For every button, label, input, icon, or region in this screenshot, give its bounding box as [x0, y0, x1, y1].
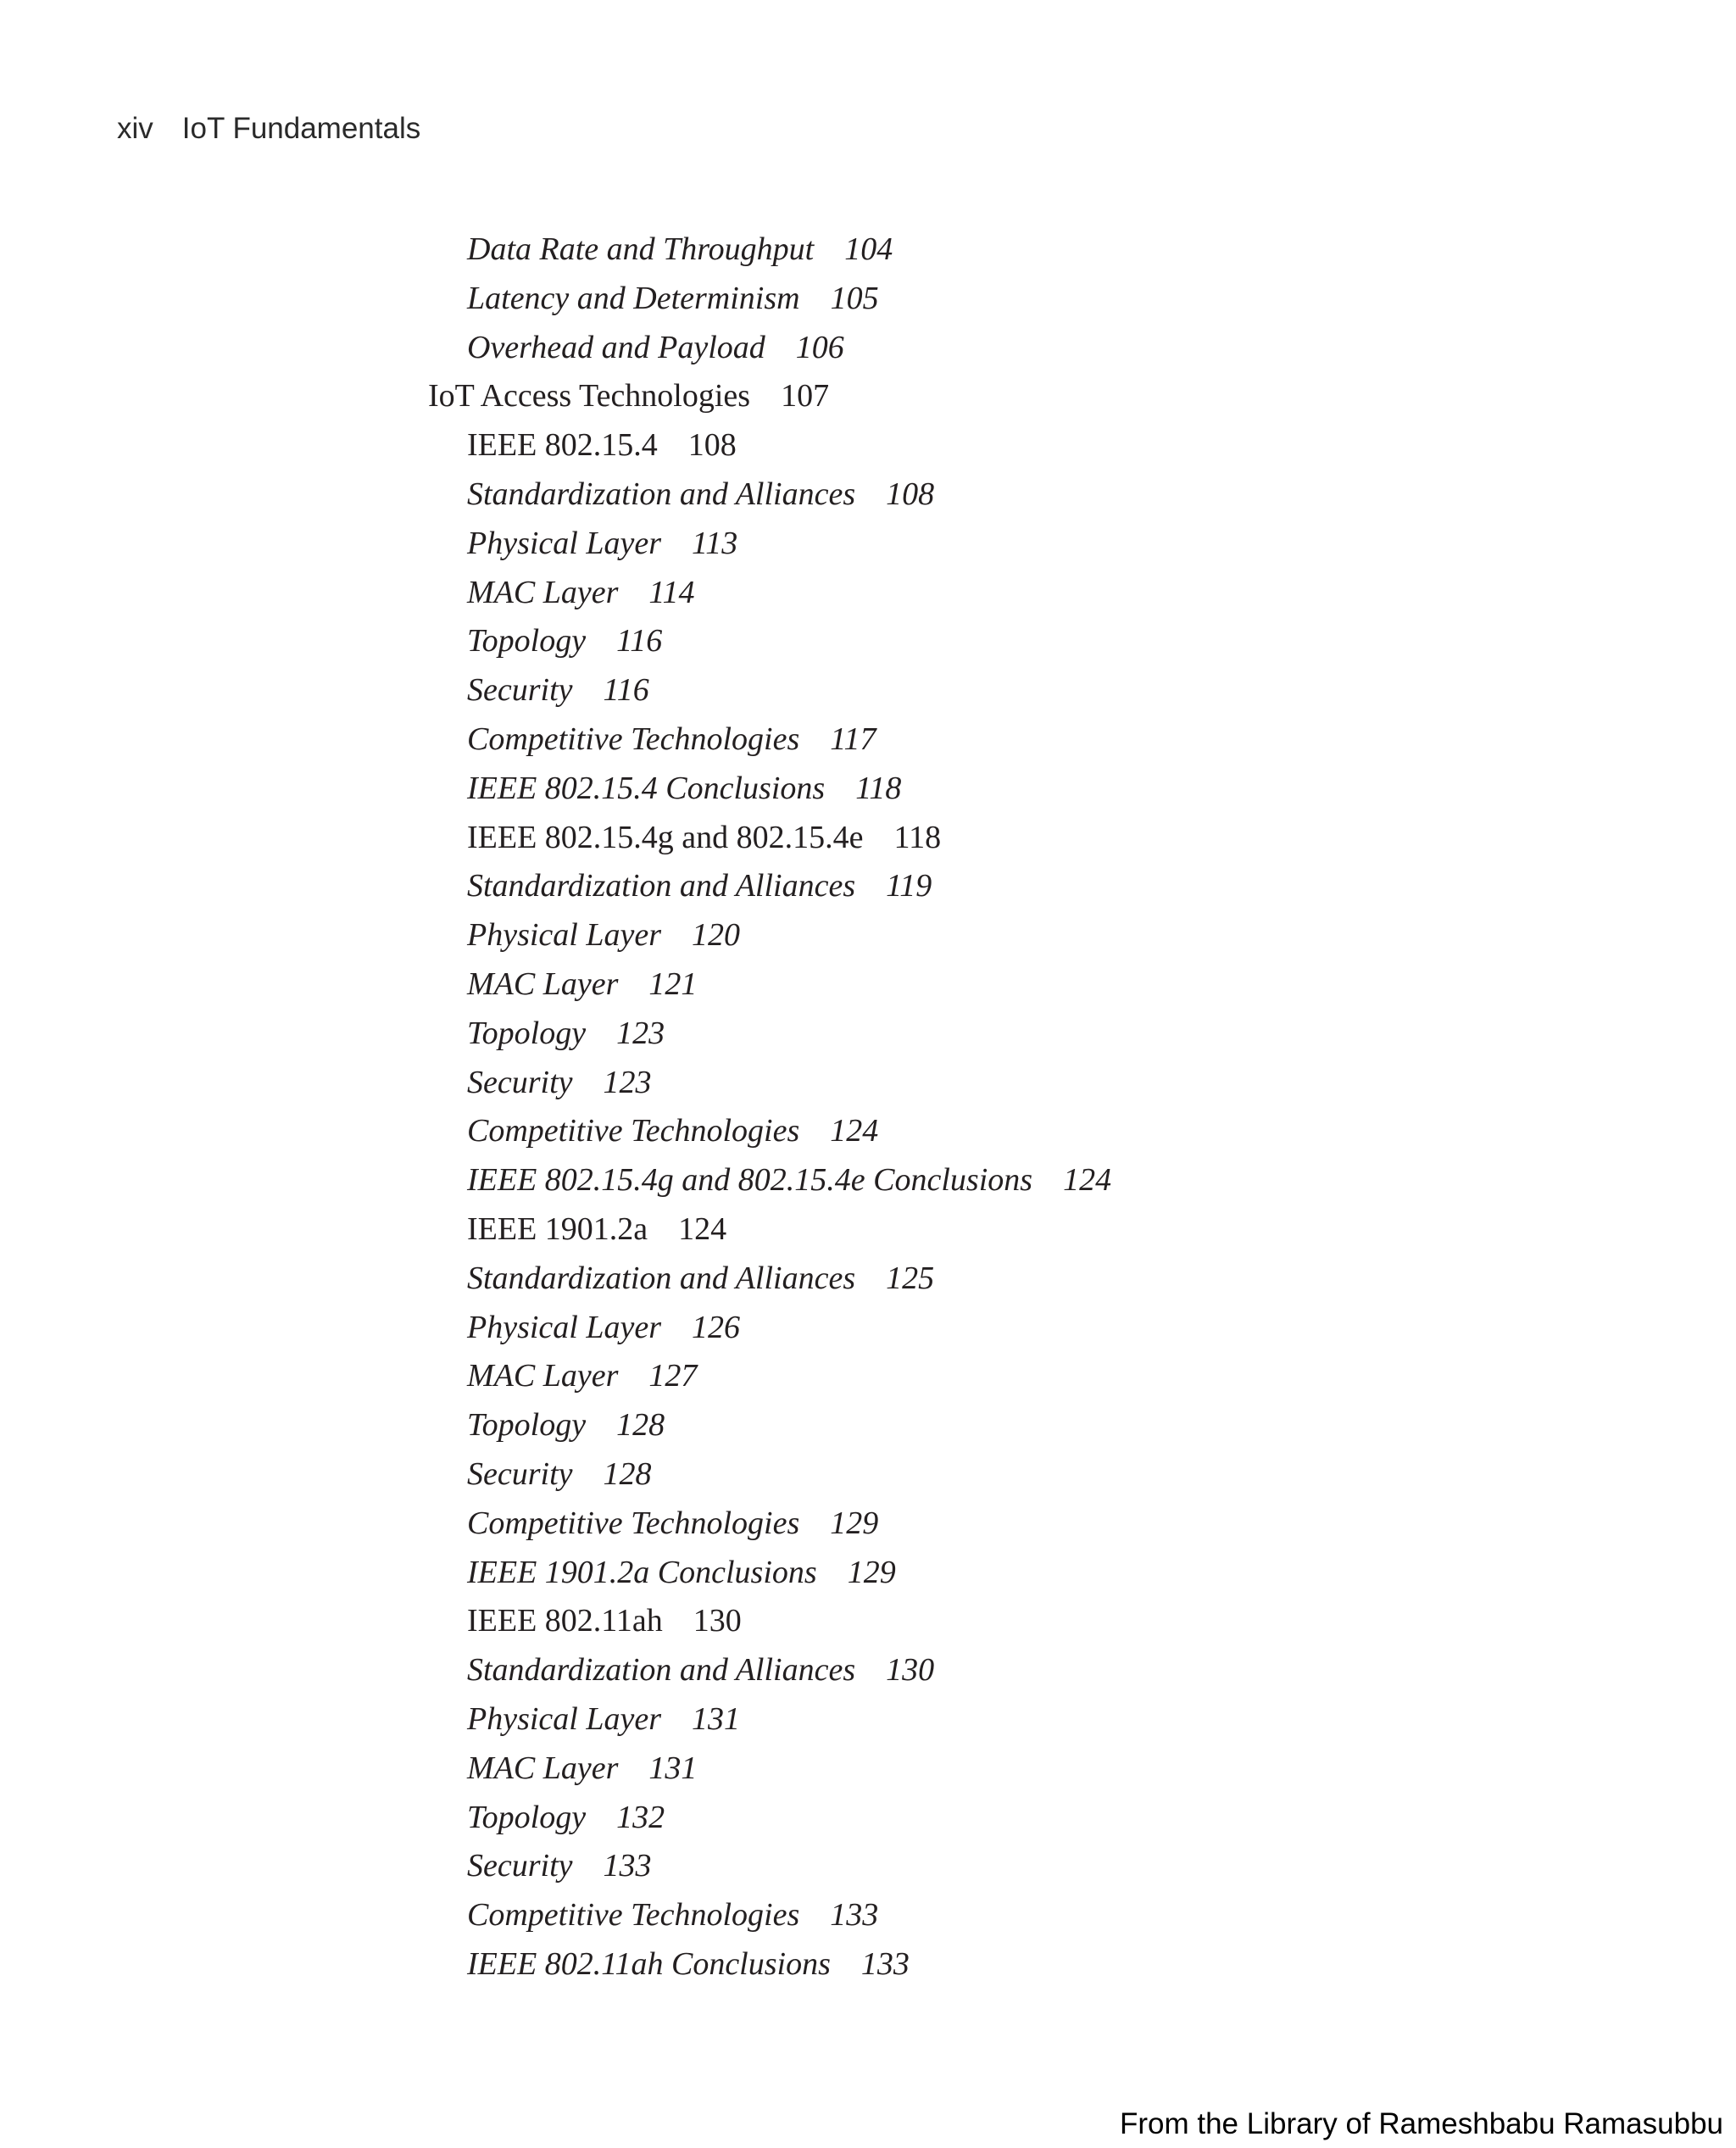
toc-entry[interactable] [428, 324, 1111, 373]
toc-entry-title: Physical Layer [467, 1700, 662, 1737]
toc-entry-page: 124 [830, 1113, 879, 1149]
toc-entry-title: Competitive Technologies [467, 1505, 800, 1541]
toc-entry[interactable] [428, 1205, 1111, 1255]
toc-entry[interactable] [428, 421, 1111, 470]
toc-entry-title: IEEE 802.15.4 [467, 427, 658, 464]
toc-entry-page: 118 [855, 770, 902, 806]
toc-entry[interactable] [428, 715, 1111, 765]
toc-entry[interactable] [428, 960, 1111, 1010]
toc-entry-title: IEEE 802.15.4 Conclusions [467, 770, 826, 806]
toc-entry[interactable] [428, 666, 1111, 715]
toc-entry-title: IEEE 802.15.4g and 802.15.4e Conclusions [467, 1162, 1033, 1199]
toc-entry-title: Data Rate and Throughput [467, 231, 815, 267]
toc-entry[interactable] [428, 1401, 1111, 1450]
toc-entry-title: IEEE 802.11ah [467, 1603, 663, 1639]
page-number: xiv [117, 112, 153, 145]
toc-entry[interactable] [428, 1156, 1111, 1205]
toc-entry[interactable] [428, 1352, 1111, 1401]
toc-entry[interactable] [428, 814, 1111, 863]
toc-entry-title: Physical Layer [467, 917, 662, 954]
toc-entry-title: IEEE 1901.2a [467, 1210, 648, 1247]
library-watermark: From the Library of Rameshbabu Ramasubbu [1119, 2107, 1723, 2140]
toc-entry-page: 128 [616, 1407, 665, 1444]
toc-entry-page: 131 [648, 1750, 698, 1786]
toc-entry-title: IEEE 802.11ah Conclusions [467, 1945, 831, 1982]
toc-entry-page: 133 [603, 1848, 652, 1884]
toc-entry[interactable] [428, 765, 1111, 814]
toc-entry-page: 106 [795, 329, 844, 365]
toc-entry-page: 131 [692, 1700, 741, 1737]
toc-entry-title: Standardization and Alliances [467, 868, 856, 904]
toc-entry[interactable] [428, 1597, 1111, 1646]
toc-entry-title: Topology [467, 1799, 587, 1835]
toc-entry-title: Competitive Technologies [467, 721, 800, 757]
toc-entry[interactable] [428, 520, 1111, 569]
toc-entry-title: Latency and Determinism [467, 280, 800, 316]
toc-entry-title: Topology [467, 1407, 587, 1444]
toc-entry-title: MAC Layer [467, 574, 619, 610]
toc-entry-page: 116 [616, 623, 663, 659]
toc-entry[interactable] [428, 225, 1111, 275]
toc-entry-title: Topology [467, 1015, 587, 1051]
toc-entry-title: MAC Layer [467, 1750, 619, 1786]
toc-entry[interactable] [428, 470, 1111, 520]
toc-entry[interactable] [428, 911, 1111, 960]
toc-entry-title: Standardization and Alliances [467, 1652, 856, 1689]
toc-entry-page: 108 [886, 476, 935, 512]
toc-entry[interactable] [428, 1450, 1111, 1500]
toc-entry-page: 116 [603, 672, 649, 709]
toc-entry[interactable] [428, 862, 1111, 911]
toc-entry[interactable] [428, 1500, 1111, 1549]
toc-entry-title: Topology [467, 623, 587, 659]
toc-entry-page: 119 [886, 868, 932, 904]
toc-entry[interactable] [428, 1940, 1111, 1989]
toc-entry-title: IEEE 802.15.4g and 802.15.4e [467, 819, 864, 855]
toc-entry[interactable] [428, 1891, 1111, 1940]
toc-entry-title: IoT Access Technologies [428, 378, 751, 415]
toc-entry-page: 129 [830, 1505, 879, 1541]
table-of-contents [428, 225, 1111, 1989]
toc-entry[interactable] [428, 1842, 1111, 1891]
toc-entry[interactable] [428, 1059, 1111, 1108]
toc-entry[interactable] [428, 1549, 1111, 1598]
toc-entry-title: Overhead and Payload [467, 329, 765, 365]
toc-entry-page: 127 [648, 1358, 698, 1394]
toc-entry-page: 105 [830, 280, 879, 316]
toc-entry-page: 129 [847, 1554, 896, 1590]
toc-entry[interactable] [428, 1695, 1111, 1745]
toc-entry-title: Competitive Technologies [467, 1113, 800, 1149]
toc-entry-page: 108 [687, 427, 737, 464]
toc-entry-page: 132 [616, 1799, 665, 1835]
toc-entry[interactable] [428, 569, 1111, 618]
toc-entry-title: Security [467, 1848, 573, 1884]
toc-entry-page: 118 [893, 819, 942, 855]
toc-entry-page: 130 [693, 1603, 742, 1639]
toc-entry-page: 120 [692, 917, 741, 954]
toc-entry-title: Security [467, 1064, 573, 1100]
toc-entry-page: 113 [692, 525, 738, 561]
toc-entry-page: 107 [781, 378, 830, 415]
toc-entry-page: 124 [678, 1210, 727, 1247]
toc-entry[interactable] [428, 1010, 1111, 1059]
toc-entry-page: 124 [1063, 1162, 1112, 1199]
running-header [117, 112, 420, 146]
toc-entry-title: Security [467, 672, 573, 709]
toc-entry-title: Competitive Technologies [467, 1897, 800, 1934]
toc-entry-page: 117 [830, 721, 876, 757]
toc-entry-title: MAC Layer [467, 965, 619, 1002]
toc-entry-page: 121 [648, 965, 698, 1002]
toc-entry[interactable] [428, 1794, 1111, 1843]
toc-entry-page: 125 [886, 1260, 935, 1296]
toc-entry[interactable] [428, 1255, 1111, 1304]
toc-entry-title: Standardization and Alliances [467, 1260, 856, 1296]
toc-entry-page: 104 [844, 231, 893, 267]
toc-entry-title: Standardization and Alliances [467, 476, 856, 512]
toc-entry-page: 130 [886, 1652, 935, 1689]
toc-entry-title: Security [467, 1455, 573, 1492]
toc-entry-title: Physical Layer [467, 1309, 662, 1345]
toc-entry[interactable] [428, 1107, 1111, 1156]
toc-entry-page: 133 [860, 1945, 910, 1982]
toc-entry-title: MAC Layer [467, 1358, 619, 1394]
toc-entry[interactable] [428, 1745, 1111, 1794]
toc-entry[interactable] [428, 372, 1111, 421]
toc-entry-page: 126 [692, 1309, 741, 1345]
book-title: IoT Fundamentals [181, 112, 421, 145]
toc-entry-page: 123 [616, 1015, 665, 1051]
toc-entry[interactable] [428, 1304, 1111, 1353]
toc-entry-page: 133 [830, 1897, 879, 1934]
toc-entry[interactable] [428, 275, 1111, 324]
toc-entry[interactable] [428, 1646, 1111, 1695]
toc-entry-page: 123 [603, 1064, 652, 1100]
toc-entry-page: 128 [603, 1455, 652, 1492]
toc-entry-title: IEEE 1901.2a Conclusions [467, 1554, 817, 1590]
toc-entry-page: 114 [648, 574, 695, 610]
toc-entry-title: Physical Layer [467, 525, 662, 561]
toc-entry[interactable] [428, 617, 1111, 666]
